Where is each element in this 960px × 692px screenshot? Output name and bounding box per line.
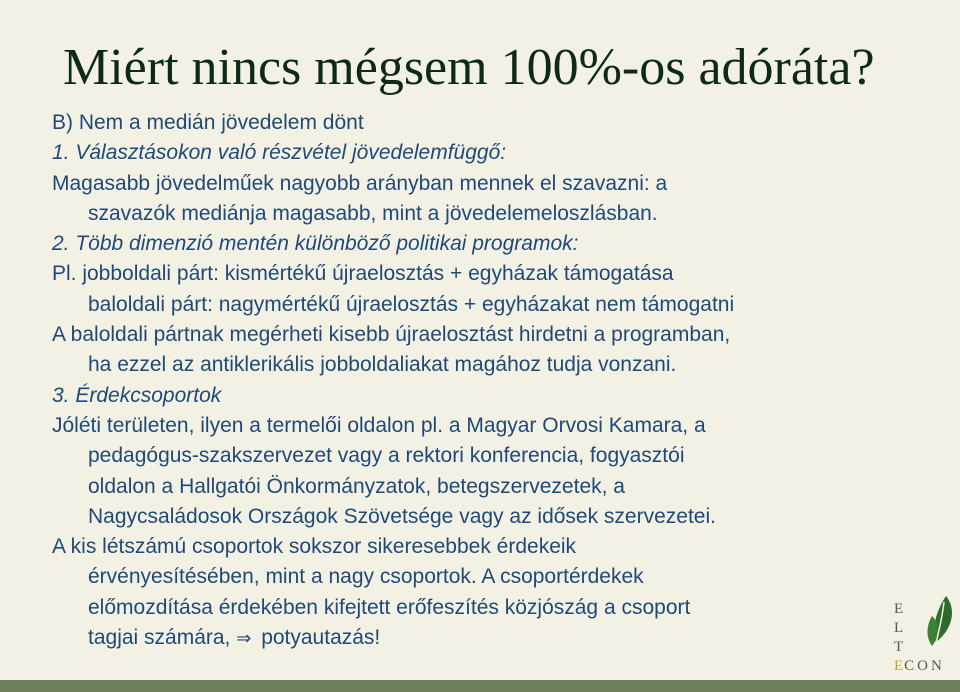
slide-body (52, 108, 882, 653)
point-3-small-groups: A kis létszámú csoportok sokszor sikeresebbek érdekeik (52, 535, 577, 559)
point-1-text: Magasabb jövedelműek nagyobb arányban mennek el szavazni: a (52, 171, 668, 195)
logo-letter-e: E (894, 601, 905, 617)
logo-letter-t: T (894, 639, 905, 655)
implies-arrow-icon: ⇒ (236, 628, 252, 650)
point-3-small-groups-cont-1: érvényesítésében, mint a nagy csoportok. A csoportérdekek (88, 565, 644, 589)
point-2-example-right: Pl. jobboldali párt: kismértékű újraelosztás + egyházak támogatása (52, 262, 674, 286)
point-3-text-cont-2: oldalon a Hallgatói Önkormányzatok, betegszervezetek, a (88, 474, 625, 498)
point-3-text-cont-1: pedagógus-szakszervezet vagy a rektori konferencia, fogyasztói (88, 444, 685, 468)
point-1-heading: 1. Választásokon való részvétel jövedelemfüggő: (52, 141, 507, 165)
point-3-text: Jóléti területen, ilyen a termelői oldalon pl. a Magyar Orvosi Kamara, a (52, 413, 706, 437)
point-3-heading: 3. Érdekcsoportok (52, 383, 222, 407)
point-2-example-left: baloldali párt: nagymértékű újraelosztás + egyházakat nem támogatni (88, 292, 735, 316)
free-rider-term: potyautazás! (261, 626, 381, 650)
logo-word-econ: ECON (894, 658, 945, 674)
point-3-small-groups-cont-2: előmozdítása érdekében kifejtett erőfeszítés közjószág a csoport (88, 595, 691, 619)
free-rider-lead: tagjai számára, (88, 626, 231, 650)
slide-title: Miért nincs mégsem 100%-os adóráta? (63, 39, 875, 96)
point-2-conclusion-cont: ha ezzel az antiklerikális jobboldaliakat magához tudja vonzani. (88, 353, 677, 377)
logo-letter-l: L (894, 620, 905, 636)
leaf-icon (922, 594, 956, 656)
point-1-text-cont: szavazók mediánja magasabb, mint a jövedelemeloszlásban. (88, 201, 658, 225)
point-3-text-cont-3: Nagycsaládosok Országok Szövetsége vagy az idősek szervezetei. (88, 504, 716, 528)
bottom-band (0, 680, 960, 692)
point-3-small-groups-cont-3 (52, 623, 882, 653)
elte-econ-logo (890, 592, 960, 682)
point-2-heading: 2. Több dimenzió mentén különböző politikai programok: (52, 232, 579, 256)
section-heading-b: B) Nem a medián jövedelem dönt (52, 111, 364, 134)
point-2-conclusion: A baloldali pártnak megérheti kisebb újraelosztást hirdetni a programban, (52, 323, 731, 347)
